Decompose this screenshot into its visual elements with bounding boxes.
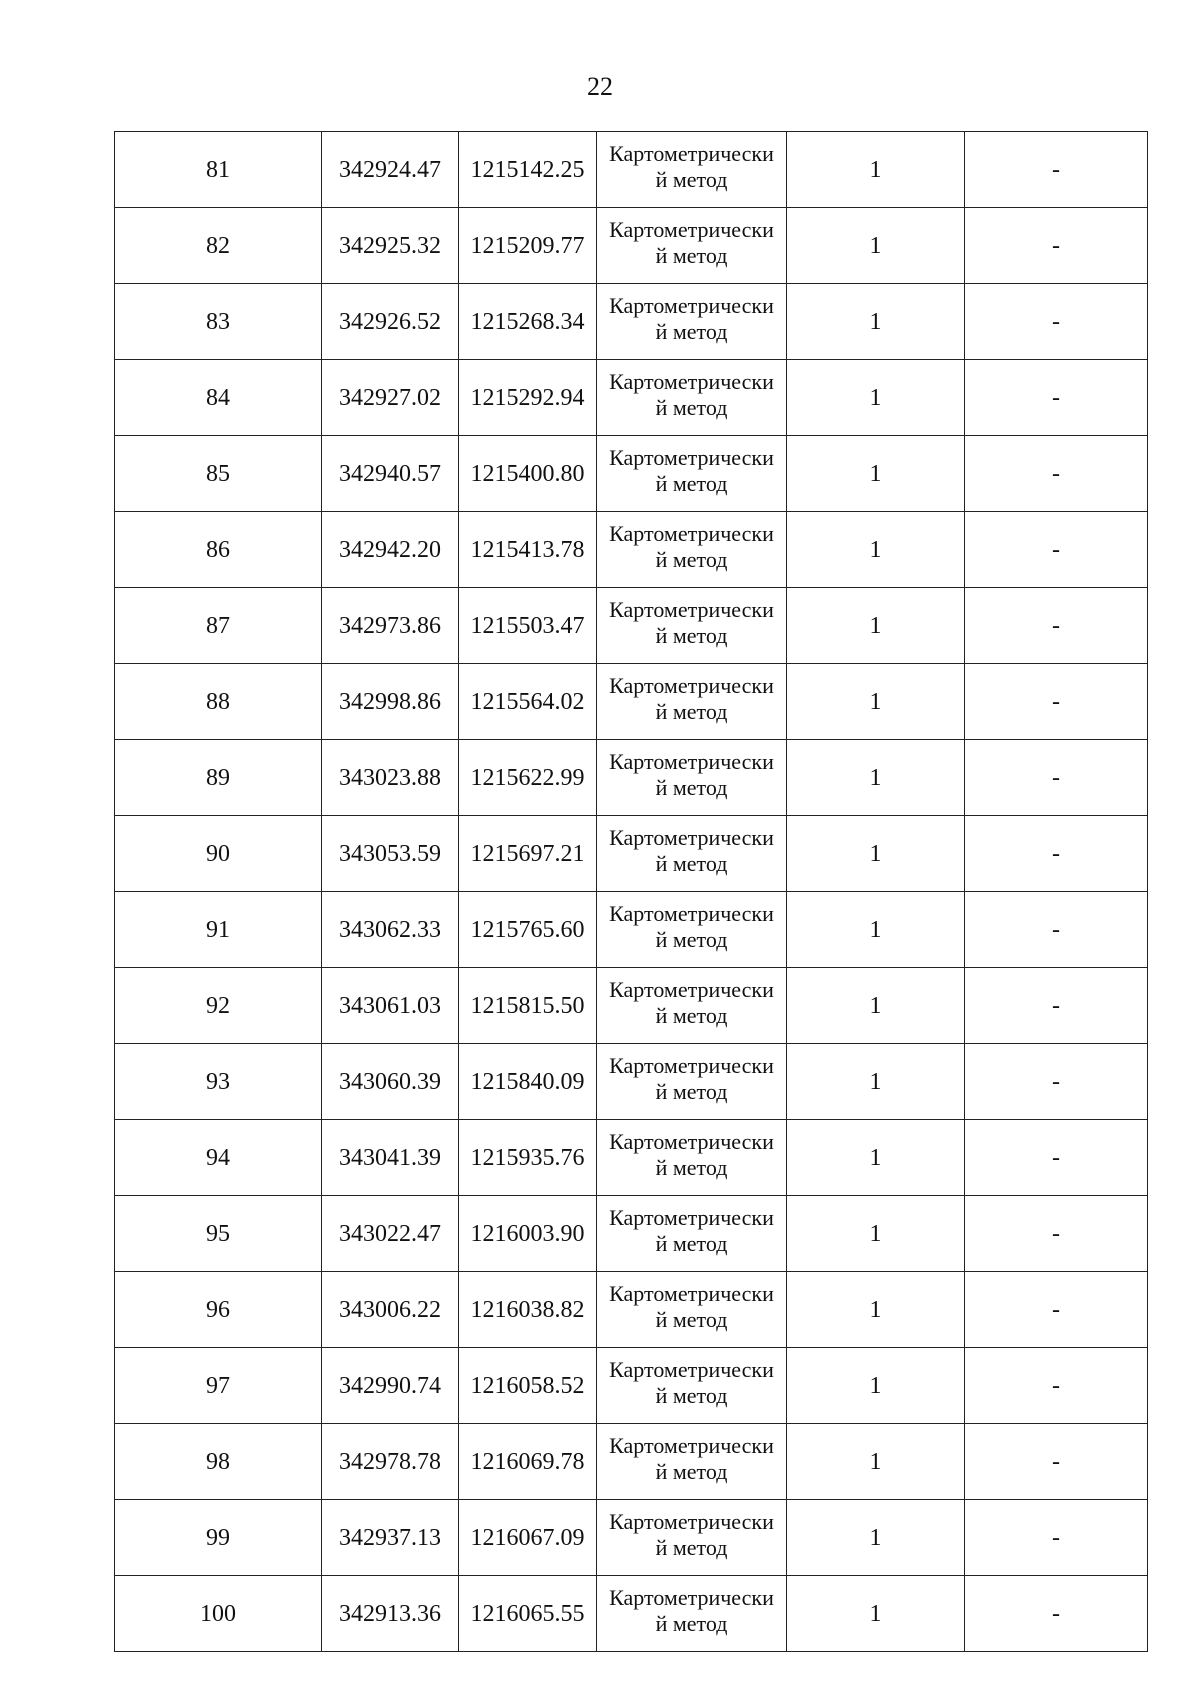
method-line-2: й метод (655, 1306, 728, 1332)
x-coordinate-cell: 342940.57 (322, 436, 459, 512)
note-cell: - (965, 436, 1148, 512)
table-row (115, 360, 1148, 436)
note-cell: - (965, 1120, 1148, 1196)
method-line-2: й метод (655, 166, 728, 192)
accuracy-cell: 1 (787, 1120, 965, 1196)
point-number-cell: 89 (115, 740, 322, 816)
method-line-1: Картометрически (609, 824, 774, 850)
point-number-cell: 100 (115, 1576, 322, 1652)
page-number: 22 (587, 72, 613, 101)
method-line-1: Картометрически (609, 596, 774, 622)
table-row (115, 1120, 1148, 1196)
y-coordinate-cell: 1215292.94 (459, 360, 597, 436)
accuracy-cell: 1 (787, 664, 965, 740)
accuracy-cell: 1 (787, 284, 965, 360)
accuracy-cell: 1 (787, 132, 965, 208)
y-coordinate-cell: 1215503.47 (459, 588, 597, 664)
method-cell (597, 1424, 787, 1500)
x-coordinate-cell: 343041.39 (322, 1120, 459, 1196)
x-coordinate-cell: 343053.59 (322, 816, 459, 892)
method-line-1: Картометрически (609, 1432, 774, 1458)
method-line-2: й метод (655, 850, 728, 876)
method-line-2: й метод (655, 1382, 728, 1408)
method-cell (597, 892, 787, 968)
x-coordinate-cell: 343060.39 (322, 1044, 459, 1120)
x-coordinate-cell: 343022.47 (322, 1196, 459, 1272)
note-cell: - (965, 968, 1148, 1044)
table-row (115, 664, 1148, 740)
method-cell (597, 284, 787, 360)
method-cell (597, 1576, 787, 1652)
method-line-1: Картометрически (609, 216, 774, 242)
x-coordinate-cell: 342990.74 (322, 1348, 459, 1424)
table-row (115, 588, 1148, 664)
note-cell: - (965, 1044, 1148, 1120)
method-line-2: й метод (655, 1230, 728, 1256)
x-coordinate-cell: 342998.86 (322, 664, 459, 740)
table-body (115, 132, 1148, 1652)
y-coordinate-cell: 1216003.90 (459, 1196, 597, 1272)
note-cell: - (965, 1196, 1148, 1272)
method-cell (597, 816, 787, 892)
point-number-cell: 93 (115, 1044, 322, 1120)
note-cell: - (965, 1348, 1148, 1424)
note-cell: - (965, 1272, 1148, 1348)
y-coordinate-cell: 1215564.02 (459, 664, 597, 740)
accuracy-cell: 1 (787, 892, 965, 968)
accuracy-cell: 1 (787, 208, 965, 284)
table-row (115, 968, 1148, 1044)
y-coordinate-cell: 1215765.60 (459, 892, 597, 968)
y-coordinate-cell: 1215268.34 (459, 284, 597, 360)
note-cell: - (965, 1424, 1148, 1500)
x-coordinate-cell: 342978.78 (322, 1424, 459, 1500)
point-number-cell: 83 (115, 284, 322, 360)
method-line-1: Картометрически (609, 976, 774, 1002)
method-cell (597, 1196, 787, 1272)
method-line-1: Картометрически (609, 520, 774, 546)
table-row (115, 816, 1148, 892)
method-cell (597, 1272, 787, 1348)
note-cell: - (965, 588, 1148, 664)
method-line-1: Картометрически (609, 1508, 774, 1534)
table-row (115, 436, 1148, 512)
table-row (115, 284, 1148, 360)
table-row (115, 132, 1148, 208)
method-cell (597, 208, 787, 284)
point-number-cell: 92 (115, 968, 322, 1044)
y-coordinate-cell: 1215935.76 (459, 1120, 597, 1196)
y-coordinate-cell: 1215815.50 (459, 968, 597, 1044)
method-line-1: Картометрически (609, 748, 774, 774)
method-cell (597, 1044, 787, 1120)
accuracy-cell: 1 (787, 1348, 965, 1424)
accuracy-cell: 1 (787, 1272, 965, 1348)
accuracy-cell: 1 (787, 740, 965, 816)
method-line-1: Картометрически (609, 1356, 774, 1382)
note-cell: - (965, 1500, 1148, 1576)
method-line-2: й метод (655, 1534, 728, 1560)
accuracy-cell: 1 (787, 512, 965, 588)
method-cell (597, 436, 787, 512)
table-row (115, 1576, 1148, 1652)
method-cell (597, 512, 787, 588)
point-number-cell: 94 (115, 1120, 322, 1196)
method-line-1: Картометрически (609, 672, 774, 698)
accuracy-cell: 1 (787, 816, 965, 892)
table-row (115, 1348, 1148, 1424)
method-line-1: Картометрически (609, 1204, 774, 1230)
note-cell: - (965, 740, 1148, 816)
method-line-1: Картометрически (609, 900, 774, 926)
method-line-2: й метод (655, 774, 728, 800)
method-cell (597, 968, 787, 1044)
x-coordinate-cell: 342926.52 (322, 284, 459, 360)
method-cell (597, 664, 787, 740)
method-line-2: й метод (655, 470, 728, 496)
point-number-cell: 90 (115, 816, 322, 892)
x-coordinate-cell: 343061.03 (322, 968, 459, 1044)
table-row (115, 892, 1148, 968)
note-cell: - (965, 132, 1148, 208)
x-coordinate-cell: 342973.86 (322, 588, 459, 664)
note-cell: - (965, 664, 1148, 740)
y-coordinate-cell: 1215413.78 (459, 512, 597, 588)
note-cell: - (965, 208, 1148, 284)
note-cell: - (965, 360, 1148, 436)
table-row (115, 1196, 1148, 1272)
x-coordinate-cell: 342925.32 (322, 208, 459, 284)
method-cell (597, 1348, 787, 1424)
method-line-2: й метод (655, 1610, 728, 1636)
method-line-2: й метод (655, 242, 728, 268)
method-line-2: й метод (655, 926, 728, 952)
accuracy-cell: 1 (787, 436, 965, 512)
y-coordinate-cell: 1215209.77 (459, 208, 597, 284)
accuracy-cell: 1 (787, 360, 965, 436)
method-line-1: Картометрически (609, 140, 774, 166)
accuracy-cell: 1 (787, 1576, 965, 1652)
y-coordinate-cell: 1216067.09 (459, 1500, 597, 1576)
accuracy-cell: 1 (787, 1424, 965, 1500)
x-coordinate-cell: 342942.20 (322, 512, 459, 588)
table-row (115, 1272, 1148, 1348)
x-coordinate-cell: 342913.36 (322, 1576, 459, 1652)
note-cell: - (965, 892, 1148, 968)
point-number-cell: 99 (115, 1500, 322, 1576)
point-number-cell: 82 (115, 208, 322, 284)
point-number-cell: 81 (115, 132, 322, 208)
y-coordinate-cell: 1216038.82 (459, 1272, 597, 1348)
method-line-1: Картометрически (609, 1280, 774, 1306)
x-coordinate-cell: 343006.22 (322, 1272, 459, 1348)
method-line-2: й метод (655, 1078, 728, 1104)
method-line-2: й метод (655, 698, 728, 724)
y-coordinate-cell: 1216065.55 (459, 1576, 597, 1652)
y-coordinate-cell: 1215622.99 (459, 740, 597, 816)
method-line-1: Картометрически (609, 1584, 774, 1610)
table-row (115, 740, 1148, 816)
y-coordinate-cell: 1215400.80 (459, 436, 597, 512)
note-cell: - (965, 512, 1148, 588)
table-row (115, 208, 1148, 284)
x-coordinate-cell: 342927.02 (322, 360, 459, 436)
note-cell: - (965, 1576, 1148, 1652)
method-line-2: й метод (655, 318, 728, 344)
method-line-1: Картометрически (609, 368, 774, 394)
point-number-cell: 96 (115, 1272, 322, 1348)
y-coordinate-cell: 1215697.21 (459, 816, 597, 892)
method-cell (597, 1120, 787, 1196)
x-coordinate-cell: 342937.13 (322, 1500, 459, 1576)
method-cell (597, 740, 787, 816)
method-line-1: Картометрически (609, 1052, 774, 1078)
point-number-cell: 88 (115, 664, 322, 740)
method-line-1: Картометрически (609, 292, 774, 318)
y-coordinate-cell: 1216058.52 (459, 1348, 597, 1424)
point-number-cell: 84 (115, 360, 322, 436)
method-line-2: й метод (655, 1458, 728, 1484)
note-cell: - (965, 284, 1148, 360)
y-coordinate-cell: 1216069.78 (459, 1424, 597, 1500)
x-coordinate-cell: 342924.47 (322, 132, 459, 208)
coordinates-table (114, 131, 1148, 1652)
point-number-cell: 86 (115, 512, 322, 588)
method-line-1: Картометрически (609, 444, 774, 470)
method-line-2: й метод (655, 622, 728, 648)
point-number-cell: 98 (115, 1424, 322, 1500)
accuracy-cell: 1 (787, 1044, 965, 1120)
accuracy-cell: 1 (787, 968, 965, 1044)
table-row (115, 1044, 1148, 1120)
table-row (115, 1500, 1148, 1576)
point-number-cell: 91 (115, 892, 322, 968)
point-number-cell: 95 (115, 1196, 322, 1272)
method-cell (597, 132, 787, 208)
y-coordinate-cell: 1215142.25 (459, 132, 597, 208)
table-row (115, 512, 1148, 588)
table-row (115, 1424, 1148, 1500)
x-coordinate-cell: 343062.33 (322, 892, 459, 968)
x-coordinate-cell: 343023.88 (322, 740, 459, 816)
point-number-cell: 85 (115, 436, 322, 512)
method-line-2: й метод (655, 546, 728, 572)
accuracy-cell: 1 (787, 1500, 965, 1576)
note-cell: - (965, 816, 1148, 892)
method-line-2: й метод (655, 1154, 728, 1180)
method-line-2: й метод (655, 1002, 728, 1028)
method-cell (597, 360, 787, 436)
point-number-cell: 87 (115, 588, 322, 664)
method-cell (597, 1500, 787, 1576)
method-line-1: Картометрически (609, 1128, 774, 1154)
accuracy-cell: 1 (787, 1196, 965, 1272)
method-line-2: й метод (655, 394, 728, 420)
point-number-cell: 97 (115, 1348, 322, 1424)
accuracy-cell: 1 (787, 588, 965, 664)
method-cell (597, 588, 787, 664)
y-coordinate-cell: 1215840.09 (459, 1044, 597, 1120)
